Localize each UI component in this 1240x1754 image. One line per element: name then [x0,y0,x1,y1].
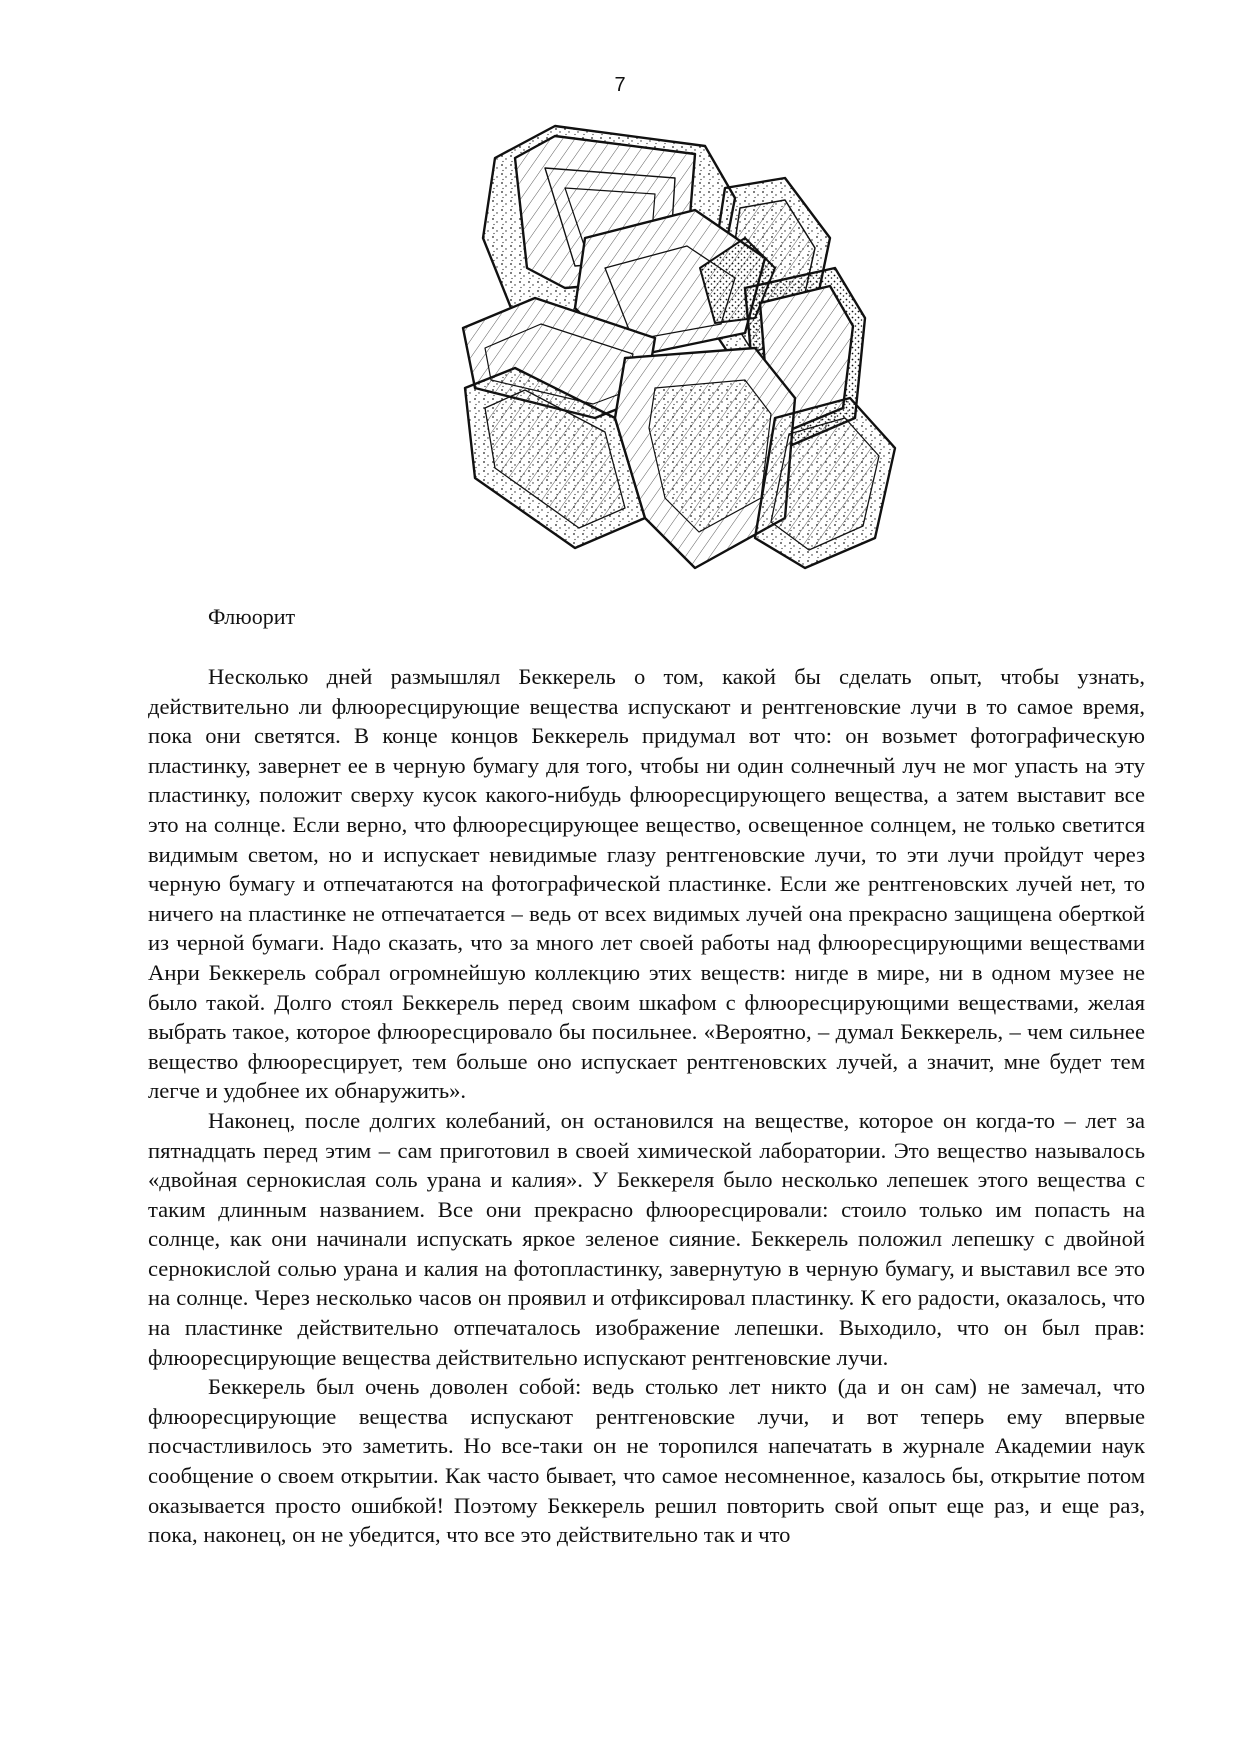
fluorite-crystal-illustration [455,118,905,588]
figure-caption: Флюорит [208,604,296,629]
body-text [148,662,1145,1550]
page-number: 7 [614,74,626,96]
paragraph: Несколько дней размышлял Беккерель о том, какой бы сделать опыт, чтобы узнать, действительно ли флюоресцирующие вещества испускают и рентгеновские лучи в то самое время, пока они светятся. В конце концов Беккерель придумал вот что: он возьмет фотографическую пластинку, завернет ее в черную бумагу для того, чтобы ни один солнечный луч не мог упасть на эту пластинку, положит сверху кусок какого-нибудь флюоресцирующего вещества, а затем выставит все это на солнце. Если верно, что флюоресцирующее вещество, освещенное солнцем, не только светится видимым светом, но и испускает невидимые глазу рентгеновские лучи, то эти лучи пройдут через черную бумагу и отпечатаются на фотографической пластинке. Если же рентгеновских лучей нет, то ничего на пластинке не отпечатается – ведь от всех видимых лучей она прекрасно защищена оберткой из черной бумаги. Надо сказать, что за много лет своей работы над флюоресцирующими веществами Анри Беккерель собрал огромнейшую коллекцию этих веществ: нигде в мире, ни в одном музее не было такой. Долго стоял Беккерель перед своим шкафом с флюоресцирующими веществами, желая выбрать такое, которое флюоресцировало бы посильнее. «Вероятно, – думал Беккерель, – чем сильнее вещество флюоресцирует, тем больше оно испускает рентгеновских лучей, а значит, мне будет тем легче и удобнее их обнаружить». [148,664,1145,1104]
paragraph: Беккерель был очень доволен собой: ведь столько лет никто (да и он сам) не замечал, что флюоресцирующие вещества испускают рентгеновские лучи, и вот теперь ему впервые посчастливилось это заметить. Но все-таки он не торопился напечатать в журнале Академии наук сообщение о своем открытии. Как часто бывает, что самое несомненное, казалось бы, открытие потом оказывается просто ошибкой! Поэтому Беккерель решил повторить свой опыт еще раз, и еще раз, пока, наконец, он не убедится, что все это действительно так и что [148,1374,1145,1548]
paragraph: Наконец, после долгих колебаний, он остановился на веществе, которое он когда-то – лет за пятнадцать перед этим – сам приготовил в своей химической лаборатории. Это вещество называлось «двойная сернокислая соль урана и калия». У Беккереля было несколько лепешек этого вещества с таким длинным названием. Все они прекрасно флюоресцировали: стоило только им попасть на солнце, как они начинали испускать яркое зеленое сияние. Беккерель положил лепешку с двойной сернокислой солью урана и калия на фотопластинку, завернутую в черную бумагу, и выставил все это на солнце. Через несколько часов он проявил и отфиксировал пластинку. К его радости, оказалось, что на пластинке действительно отпечаталось изображение лепешки. Выходило, что он был прав: флюоресцирующие вещества действительно испускают рентгеновские лучи. [148,1107,1145,1370]
